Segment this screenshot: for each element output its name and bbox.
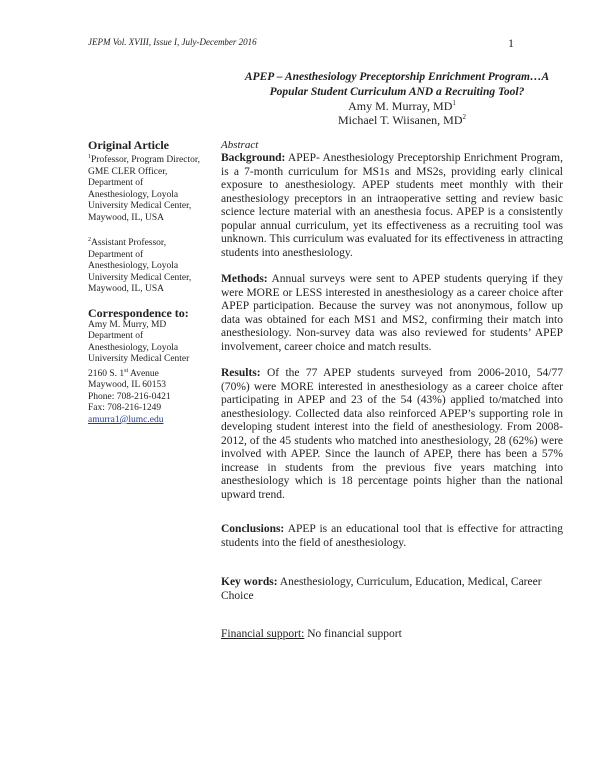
- corr-line: Amy M. Murry, MD: [88, 319, 167, 330]
- financial-paragraph: [221, 628, 563, 642]
- affil-1-line: University Medical Center,: [88, 201, 192, 212]
- results-paragraph: [221, 367, 563, 502]
- street-sup: st: [124, 367, 129, 374]
- article-title: [212, 70, 582, 100]
- abstract-label: Abstract: [221, 139, 259, 151]
- affil-2-line: Maywood, IL, USA: [88, 284, 164, 295]
- affil-1-line: Department of: [88, 178, 144, 189]
- conclusions-label: Conclusions:: [221, 523, 285, 535]
- financial-text: No financial support: [304, 628, 402, 640]
- affiliation-1: [88, 152, 208, 224]
- results-text: Of the 77 APEP students surveyed from 2006-2010, 54/77 (70%) were MORE interested in anesthesiology as a career choice after participating in APEP and 23 of the 54 (43%) applied to/matched into anesthesiology. Collected data also reinforced APEP’s supporting role in developing student interest into the field of anesthesiology. From 2008-2012, of the 45 students who matched into anesthesiology, 28 (62%) were involved with APEP. Since the launch of APEP, there has been a 57% increase in students from the previous five years matching into anesthesiology which is 18 percentage points higher than the national upward trend.: [221, 367, 563, 501]
- financial-label: Financial support:: [221, 628, 305, 640]
- author-1-name: Amy M. Murray, MD: [348, 99, 453, 113]
- affil-1-line: Anesthesiology, Loyola: [88, 189, 179, 200]
- methods-text: Annual surveys were sent to APEP students querying if they were MORE or LESS interested in anesthesiology as a career choice after APEP participation. Because the survey was not anonymous, follow up data was obtained for each MS1 and MS2, confirming their match into anesthesiology. Non-survey data was also reviewed for students’ APEP involvement, career choice and match results.: [221, 273, 563, 353]
- author-2-name: Michael T. Wiisanen, MD: [338, 113, 463, 127]
- page-number: 1: [508, 36, 514, 50]
- author-2-sup: 2: [462, 113, 466, 121]
- results-label: Results:: [221, 367, 261, 379]
- affil-1-line: GME CLER Officer,: [88, 166, 168, 177]
- background-label: Background:: [221, 152, 286, 164]
- affil-2-line: Department of: [88, 249, 144, 260]
- corr-line: Anesthesiology, Loyola: [88, 342, 179, 353]
- street-prefix: 2160 S. 1: [88, 368, 125, 379]
- affil-1-line: Professor, Program Director,: [91, 155, 200, 166]
- affil-2-line: University Medical Center,: [88, 272, 192, 283]
- conclusions-text: APEP is an educational tool that is effective for attracting students into the field of anesthesiology.: [221, 523, 563, 549]
- affil-2-line: Assistant Professor,: [91, 238, 167, 249]
- background-paragraph: [221, 152, 563, 260]
- author-1: [222, 99, 582, 114]
- street-suffix: Avenue: [128, 368, 159, 379]
- keywords-text: Anesthesiology, Curriculum, Education, Medical, Career Choice: [221, 576, 542, 602]
- corr-line: University Medical Center: [88, 354, 190, 365]
- title-line-1: APEP – Anesthesiology Preceptorship Enrichment Program…A: [244, 71, 550, 83]
- article-type: Original Article: [88, 138, 169, 152]
- email-link[interactable]: amurra1@lumc.edu: [88, 414, 164, 425]
- affil-2-line: Anesthesiology, Loyola: [88, 261, 179, 272]
- correspondence-heading: Correspondence to:: [88, 305, 189, 320]
- affil-1-line: Maywood, IL, USA: [88, 212, 164, 223]
- corr-line: Department of: [88, 331, 144, 342]
- methods-label: Methods:: [221, 273, 268, 285]
- title-line-2: Popular Student Curriculum AND a Recruiting Tool?: [269, 86, 525, 98]
- affil-2-sup: 2: [88, 237, 91, 244]
- keywords-label: Key words:: [221, 576, 278, 588]
- affiliation-2: [88, 235, 208, 296]
- author-2: [222, 113, 582, 128]
- author-1-sup: 1: [452, 99, 456, 107]
- sidebar: [88, 138, 208, 426]
- background-text: APEP- Anesthesiology Preceptorship Enrichment Program, is a 7-month curriculum for MS1s and MS2s, providing early clinical exposure to anesthesiology. APEP students meet monthly with their anesthesiology preceptors in an intraoperative setting and review basic science lecture material with an anesthesia focus. APEP is a consistently popular annual curriculum, yet its effectiveness as a recruiting tool was unknown. This curriculum was evaluated for its effectiveness in attracting students into anesthesiology.: [221, 152, 563, 259]
- corr-line: Phone: 708-216-0421: [88, 391, 171, 402]
- affil-1-sup: 1: [88, 154, 91, 160]
- corr-line: Fax: 708-216-1249: [88, 403, 162, 414]
- corr-line: Maywood, IL 60153: [88, 380, 167, 391]
- journal-header: JEPM Vol. XVIII, Issue I, July-December 2016: [88, 37, 257, 47]
- keywords-paragraph: [221, 576, 563, 603]
- correspondence-block: [88, 320, 208, 427]
- methods-paragraph: [221, 273, 563, 354]
- conclusions-paragraph: [221, 523, 563, 550]
